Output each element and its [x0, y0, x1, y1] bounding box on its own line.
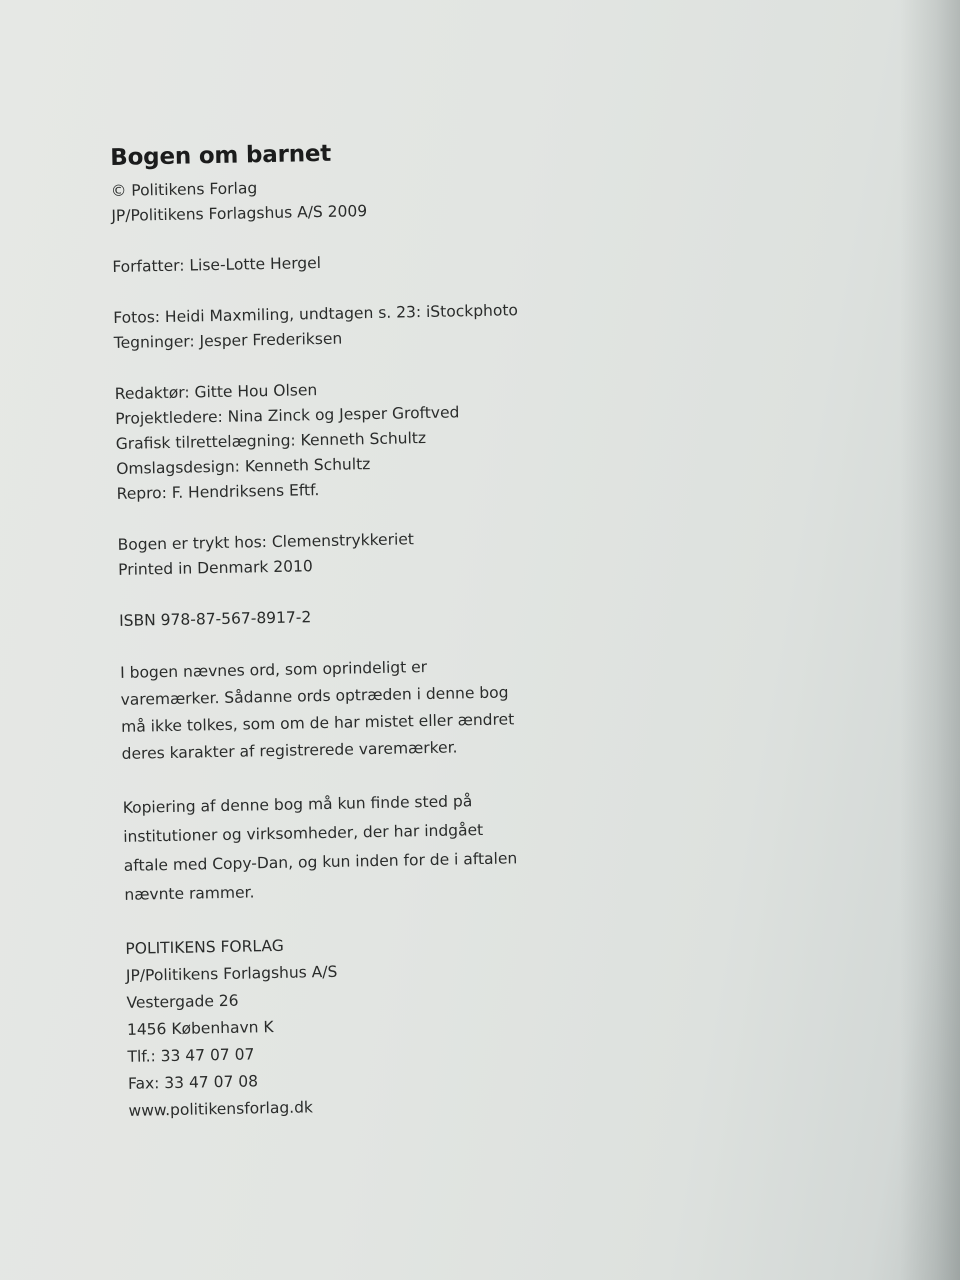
publisher-address — [125, 928, 559, 1125]
address-name: POLITIKENS FORLAG — [125, 936, 284, 958]
project-leads-credit: Projektledere: Nina Zinck og Jesper Groftved — [115, 403, 460, 428]
graphic-design-credit: Grafisk tilrettelægning: Kenneth Schultz — [115, 428, 427, 453]
drawings-credit: Tegninger: Jesper Frederiksen — [113, 329, 343, 352]
address-web: www.politikensforlag.dk — [128, 1098, 314, 1120]
address-street: Vestergade 26 — [126, 991, 239, 1012]
address-city: 1456 København K — [126, 1018, 274, 1039]
address-company: JP/Politikens Forlagshus A/S — [125, 962, 338, 985]
address-phone: Tlf.: 33 47 07 07 — [127, 1045, 255, 1066]
page-edge-shadow — [900, 0, 960, 1280]
author-credit: Forfatter: Lise-Lotte Hergel — [112, 253, 322, 276]
trademark-notice: I bogen nævnes ord, som oprindeligt er varemærker. Sådanne ords optræden i denne bog må ikke tolkes, som om de har mistet eller ændret deres karakter af registrerede varemærker. — [119, 658, 515, 763]
publisher-line: JP/Politikens Forlagshus A/S 2009 — [111, 202, 368, 225]
repro-credit: Repro: F. Hendriksens Eftf. — [116, 481, 320, 503]
editor-credit: Redaktør: Gitte Hou Olsen — [114, 381, 318, 403]
copy-notice: Kopiering af denne bog må kun finde sted på institutioner og virksomheder, der har indgået aftale med Copy-Dan, og kun inden for de i aftalen nævnte rammer. — [122, 792, 518, 904]
book-title: Bogen om barnet — [110, 140, 332, 171]
colophon — [110, 137, 559, 1125]
cover-design-credit: Omslagsdesign: Kenneth Schultz — [116, 455, 371, 478]
photos-credit: Fotos: Heidi Maxmiling, undtagen s. 23: iStockphoto — [113, 301, 519, 327]
printed-in: Printed in Denmark 2010 — [117, 557, 313, 579]
printer-info: Bogen er trykt hos: Clemenstrykkeriet — [117, 530, 415, 554]
address-fax: Fax: 33 47 07 08 — [127, 1072, 259, 1093]
copyright-line: © Politikens Forlag — [110, 179, 258, 200]
isbn: ISBN 978-87-567-8917-2 — [118, 608, 312, 630]
